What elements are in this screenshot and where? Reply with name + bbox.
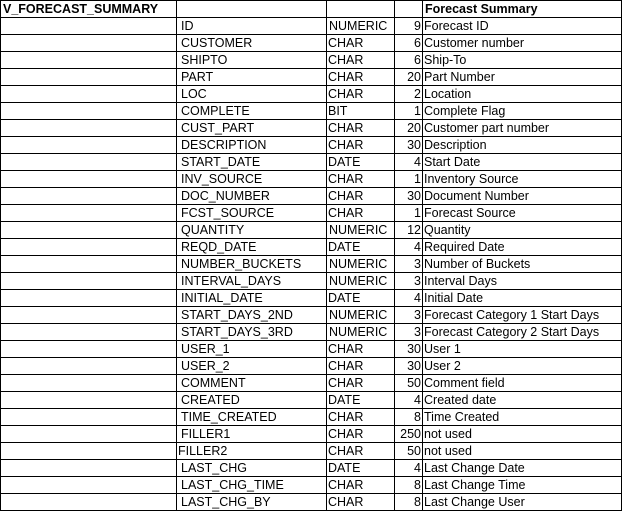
description-cell: Complete Flag <box>423 103 622 120</box>
field-name-cell: FILLER2 <box>177 443 327 460</box>
row-blank-cell <box>1 171 177 188</box>
data-type-cell: CHAR <box>327 69 395 86</box>
description-cell: Interval Days <box>423 273 622 290</box>
length-cell: 12 <box>395 222 423 239</box>
data-type-cell: NUMERIC <box>327 256 395 273</box>
field-name-cell: USER_1 <box>177 341 327 358</box>
field-name-cell: SHIPTO <box>177 52 327 69</box>
description-cell: Inventory Source <box>423 171 622 188</box>
data-type-cell: DATE <box>327 239 395 256</box>
description-cell: Required Date <box>423 239 622 256</box>
row-blank-cell <box>1 69 177 86</box>
row-blank-cell <box>1 35 177 52</box>
description-cell: Created date <box>423 392 622 409</box>
description-cell: Comment field <box>423 375 622 392</box>
header-row <box>1 1 622 18</box>
field-name-cell: COMPLETE <box>177 103 327 120</box>
field-name-cell: LAST_CHG_TIME <box>177 477 327 494</box>
table-row <box>1 137 622 154</box>
length-cell: 250 <box>395 426 423 443</box>
length-cell: 6 <box>395 52 423 69</box>
row-blank-cell <box>1 222 177 239</box>
field-name-cell: FILLER1 <box>177 426 327 443</box>
table-row <box>1 426 622 443</box>
length-cell: 20 <box>395 69 423 86</box>
data-type-cell: CHAR <box>327 477 395 494</box>
table-row <box>1 69 622 86</box>
header-blank-cell <box>395 1 423 18</box>
length-cell: 30 <box>395 341 423 358</box>
table-row <box>1 188 622 205</box>
length-cell: 8 <box>395 409 423 426</box>
data-type-cell: CHAR <box>327 35 395 52</box>
description-cell: Forecast Source <box>423 205 622 222</box>
description-cell: Ship-To <box>423 52 622 69</box>
row-blank-cell <box>1 239 177 256</box>
row-blank-cell <box>1 409 177 426</box>
table-row <box>1 154 622 171</box>
field-name-cell: ID <box>177 18 327 35</box>
field-name-cell: DOC_NUMBER <box>177 188 327 205</box>
row-blank-cell <box>1 120 177 137</box>
data-type-cell: CHAR <box>327 341 395 358</box>
field-name-cell: INITIAL_DATE <box>177 290 327 307</box>
length-cell: 30 <box>395 188 423 205</box>
row-blank-cell <box>1 154 177 171</box>
data-type-cell: CHAR <box>327 443 395 460</box>
field-name-cell: INV_SOURCE <box>177 171 327 188</box>
data-type-cell: NUMERIC <box>327 324 395 341</box>
row-blank-cell <box>1 103 177 120</box>
row-blank-cell <box>1 52 177 69</box>
data-type-cell: CHAR <box>327 358 395 375</box>
length-cell: 1 <box>395 103 423 120</box>
table-row <box>1 358 622 375</box>
table-row <box>1 18 622 35</box>
row-blank-cell <box>1 358 177 375</box>
length-cell: 4 <box>395 460 423 477</box>
table-row <box>1 205 622 222</box>
data-type-cell: CHAR <box>327 494 395 511</box>
table-row <box>1 494 622 511</box>
data-type-cell: CHAR <box>327 188 395 205</box>
field-name-cell: CUSTOMER <box>177 35 327 52</box>
length-cell: 9 <box>395 18 423 35</box>
table-row <box>1 256 622 273</box>
row-blank-cell <box>1 205 177 222</box>
table-row <box>1 103 622 120</box>
field-name-cell: START_DATE <box>177 154 327 171</box>
row-blank-cell <box>1 341 177 358</box>
description-cell: Description <box>423 137 622 154</box>
row-blank-cell <box>1 426 177 443</box>
length-cell: 3 <box>395 307 423 324</box>
field-name-cell: USER_2 <box>177 358 327 375</box>
row-blank-cell <box>1 494 177 511</box>
row-blank-cell <box>1 188 177 205</box>
header-blank-cell <box>177 1 327 18</box>
description-cell: Customer part number <box>423 120 622 137</box>
data-type-cell: BIT <box>327 103 395 120</box>
row-blank-cell <box>1 273 177 290</box>
table-row <box>1 375 622 392</box>
description-cell: Document Number <box>423 188 622 205</box>
field-name-cell: LAST_CHG_BY <box>177 494 327 511</box>
field-name-cell: INTERVAL_DAYS <box>177 273 327 290</box>
data-type-cell: CHAR <box>327 171 395 188</box>
row-blank-cell <box>1 477 177 494</box>
header-blank-cell <box>327 1 395 18</box>
field-name-cell: FCST_SOURCE <box>177 205 327 222</box>
data-type-cell: CHAR <box>327 205 395 222</box>
table-row <box>1 392 622 409</box>
length-cell: 6 <box>395 35 423 52</box>
data-type-cell: CHAR <box>327 120 395 137</box>
description-cell: User 1 <box>423 341 622 358</box>
description-cell: Forecast Category 1 Start Days <box>423 307 622 324</box>
length-cell: 50 <box>395 375 423 392</box>
description-cell: Time Created <box>423 409 622 426</box>
length-cell: 30 <box>395 358 423 375</box>
data-type-cell: CHAR <box>327 137 395 154</box>
data-type-cell: CHAR <box>327 86 395 103</box>
field-name-cell: LAST_CHG <box>177 460 327 477</box>
description-cell: Last Change Time <box>423 477 622 494</box>
length-cell: 30 <box>395 137 423 154</box>
field-name-cell: CUST_PART <box>177 120 327 137</box>
length-cell: 3 <box>395 324 423 341</box>
table-row <box>1 307 622 324</box>
data-type-cell: DATE <box>327 392 395 409</box>
field-name-cell: START_DAYS_2ND <box>177 307 327 324</box>
length-cell: 4 <box>395 290 423 307</box>
data-type-cell: DATE <box>327 460 395 477</box>
data-type-cell: CHAR <box>327 426 395 443</box>
field-name-cell: NUMBER_BUCKETS <box>177 256 327 273</box>
description-cell: Start Date <box>423 154 622 171</box>
row-blank-cell <box>1 392 177 409</box>
field-name-cell: REQD_DATE <box>177 239 327 256</box>
field-name-cell: LOC <box>177 86 327 103</box>
table-row <box>1 443 622 460</box>
table-row <box>1 273 622 290</box>
description-cell: Number of Buckets <box>423 256 622 273</box>
field-name-cell: CREATED <box>177 392 327 409</box>
row-blank-cell <box>1 86 177 103</box>
description-cell: Last Change Date <box>423 460 622 477</box>
data-type-cell: DATE <box>327 154 395 171</box>
length-cell: 1 <box>395 171 423 188</box>
length-cell: 8 <box>395 494 423 511</box>
length-cell: 1 <box>395 205 423 222</box>
description-cell: Quantity <box>423 222 622 239</box>
field-name-cell: PART <box>177 69 327 86</box>
length-cell: 8 <box>395 477 423 494</box>
length-cell: 50 <box>395 443 423 460</box>
length-cell: 2 <box>395 86 423 103</box>
length-cell: 20 <box>395 120 423 137</box>
description-cell: Forecast Category 2 Start Days <box>423 324 622 341</box>
row-blank-cell <box>1 137 177 154</box>
table-row <box>1 460 622 477</box>
table-title: V_FORECAST_SUMMARY <box>1 1 177 18</box>
data-type-cell: NUMERIC <box>327 18 395 35</box>
field-name-cell: START_DAYS_3RD <box>177 324 327 341</box>
row-blank-cell <box>1 324 177 341</box>
table-row <box>1 239 622 256</box>
table-row <box>1 35 622 52</box>
description-cell: Customer number <box>423 35 622 52</box>
table-row <box>1 324 622 341</box>
length-cell: 4 <box>395 154 423 171</box>
length-cell: 4 <box>395 239 423 256</box>
table-row <box>1 409 622 426</box>
data-type-cell: CHAR <box>327 375 395 392</box>
table-row <box>1 120 622 137</box>
data-type-cell: CHAR <box>327 52 395 69</box>
data-type-cell: NUMERIC <box>327 273 395 290</box>
field-name-cell: COMMENT <box>177 375 327 392</box>
description-cell: Initial Date <box>423 290 622 307</box>
description-cell: Last Change User <box>423 494 622 511</box>
row-blank-cell <box>1 375 177 392</box>
table-row <box>1 171 622 188</box>
description-cell: not used <box>423 443 622 460</box>
row-blank-cell <box>1 307 177 324</box>
row-blank-cell <box>1 18 177 35</box>
table-row <box>1 222 622 239</box>
row-blank-cell <box>1 290 177 307</box>
data-type-cell: CHAR <box>327 409 395 426</box>
field-name-cell: QUANTITY <box>177 222 327 239</box>
row-blank-cell <box>1 460 177 477</box>
table-row <box>1 52 622 69</box>
field-name-cell: TIME_CREATED <box>177 409 327 426</box>
data-type-cell: NUMERIC <box>327 307 395 324</box>
description-cell: not used <box>423 426 622 443</box>
description-cell: Forecast ID <box>423 18 622 35</box>
table-row <box>1 477 622 494</box>
row-blank-cell <box>1 443 177 460</box>
length-cell: 3 <box>395 273 423 290</box>
summary-heading: Forecast Summary <box>423 1 622 18</box>
description-cell: Location <box>423 86 622 103</box>
table-row <box>1 86 622 103</box>
field-name-cell: DESCRIPTION <box>177 137 327 154</box>
description-cell: Part Number <box>423 69 622 86</box>
length-cell: 3 <box>395 256 423 273</box>
description-cell: User 2 <box>423 358 622 375</box>
row-blank-cell <box>1 256 177 273</box>
data-type-cell: DATE <box>327 290 395 307</box>
table-row <box>1 341 622 358</box>
table-row <box>1 290 622 307</box>
data-type-cell: NUMERIC <box>327 222 395 239</box>
length-cell: 4 <box>395 392 423 409</box>
